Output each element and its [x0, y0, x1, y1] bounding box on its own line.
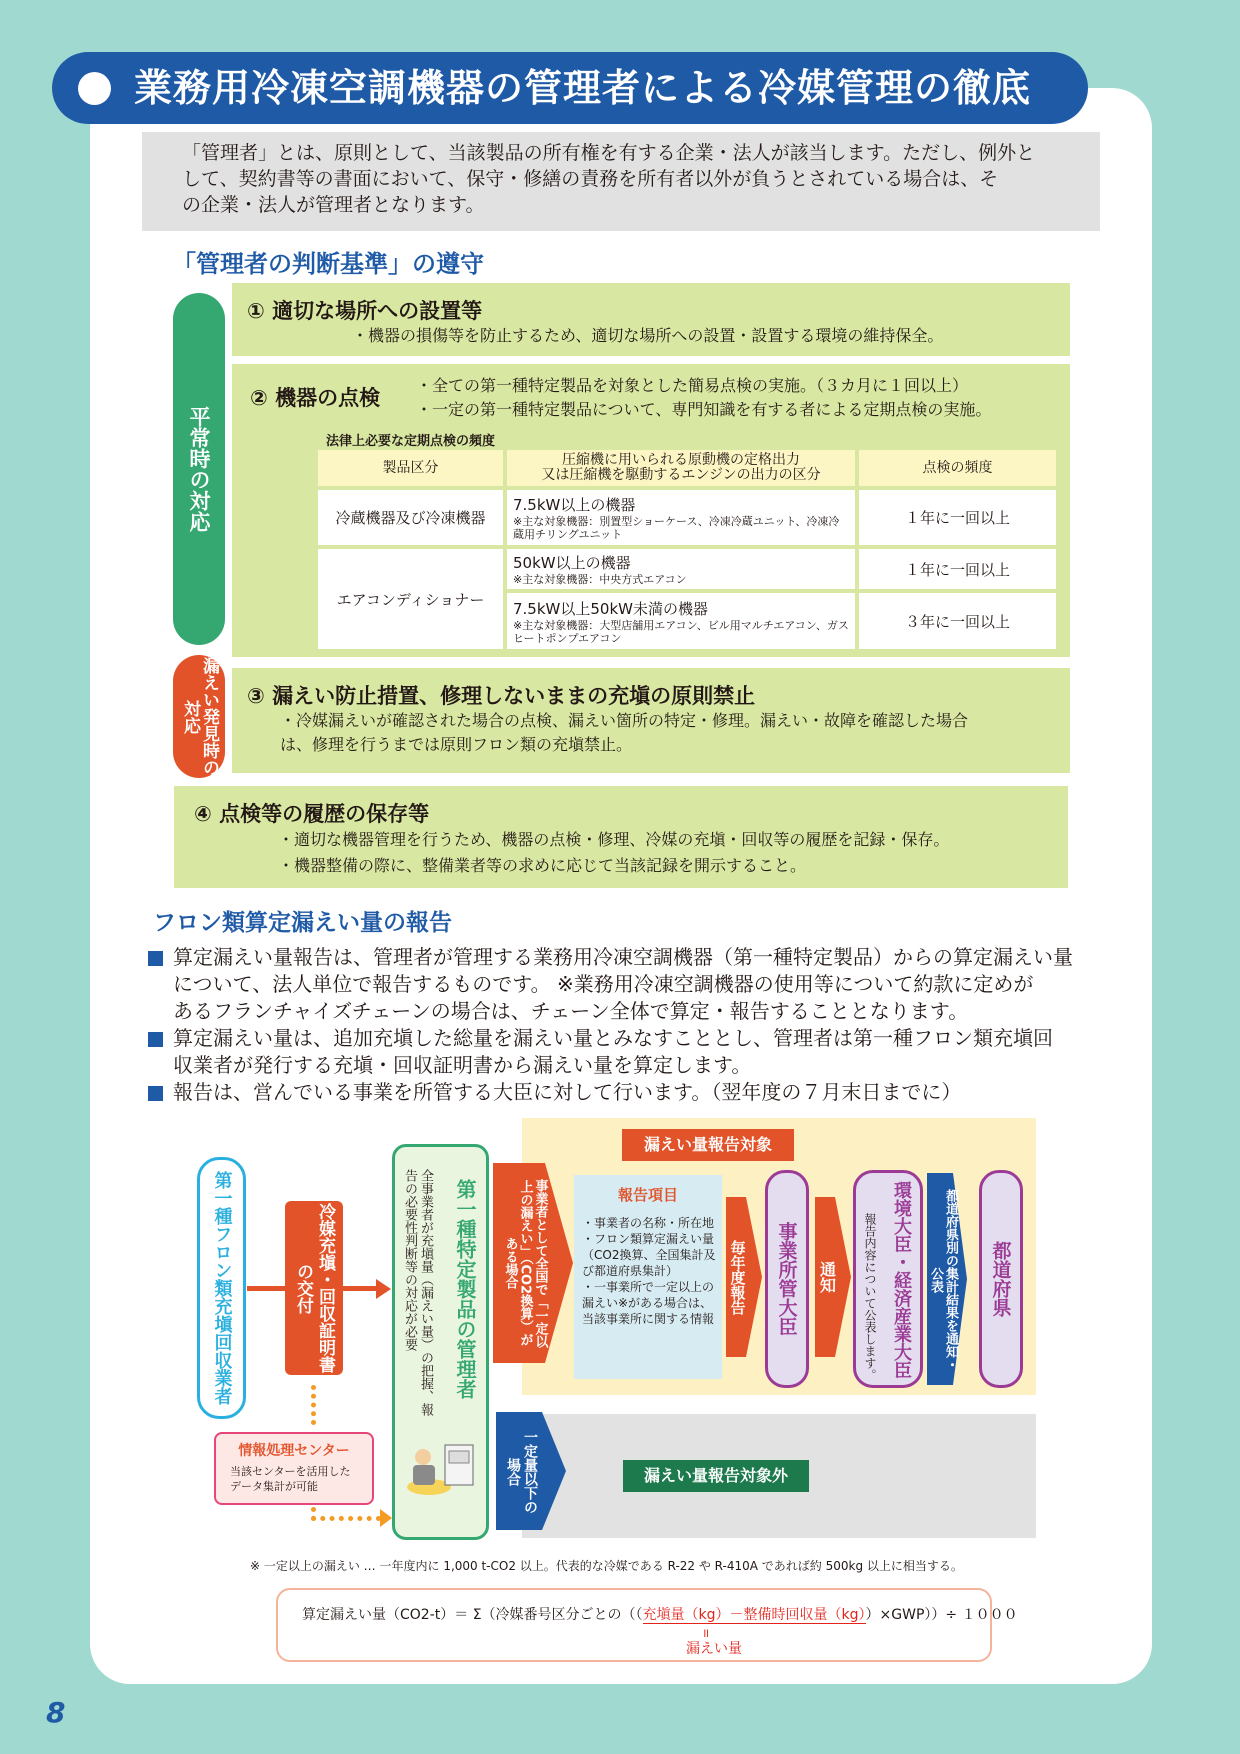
table-cell-category: 冷蔵機器及び冷凍機器 [318, 490, 503, 545]
target-label: 漏えい量報告対象 [622, 1129, 794, 1161]
footnote: ※ 一定以上の漏えい … 一年度内に 1,000 t-CO2 以上。代表的な冷媒である R-22 や R-410A であれば約 500kg 以上に相当する。 [250, 1559, 963, 1573]
report-bullets [148, 944, 1108, 1106]
section-heading-report: フロン類算定漏えい量の報告 [153, 910, 452, 936]
intro-line: 「管理者」とは、原則として、当該製品の所有権を有する企業・法人が該当します。ただし、例外と [182, 142, 1036, 164]
bullet-line: について、法人単位で報告するものです。 ※業務用冷凍空調機器の使用等について約款に定めが [173, 972, 1034, 996]
output-note: ※主な対象機器：大型店舗用エアコン、ビル用マルチエアコン、ガスヒートポンプエアコン [513, 618, 849, 645]
minister-box: 事業所管大臣 [765, 1170, 809, 1388]
manager-box [392, 1144, 489, 1540]
env-minister-title: 環境大臣・経済産業大臣 [891, 1181, 912, 1379]
inspection-frequency-table [314, 446, 1060, 653]
formula-suffix: ）×GWP））÷ １０００ [865, 1607, 1018, 1623]
annual-report-label: 毎年度報告 [728, 1239, 747, 1315]
square-bullet-icon [148, 951, 163, 966]
formula-box [276, 1588, 1018, 1662]
info-center-box [214, 1432, 374, 1505]
item4-box [174, 786, 1068, 888]
intro-line: の企業・法人が管理者となります。 [182, 194, 485, 216]
bullet-item [148, 944, 1108, 971]
section-heading-criteria: 「管理者の判断基準」の遵守 [172, 250, 484, 278]
bullet-line: 収業者が発行する充塡・回収証明書から漏えい量を算定します。 [173, 1053, 752, 1077]
table-caption: 法律上必要な定期点検の頻度 [326, 434, 496, 449]
arrow-line [247, 1286, 285, 1291]
dotted-arrow [311, 1385, 316, 1425]
table-cell-category: エアコンディショナー [318, 549, 503, 649]
item3-title: ③ 漏えい防止措置、修理しないままの充塡の原則禁止 [247, 684, 756, 708]
formula-highlight: 充塡量（kg）－整備時回収量（kg） [642, 1607, 866, 1623]
item2-title: ② 機器の点検 [250, 386, 381, 410]
equals-mark: ॥ [702, 1626, 710, 1640]
bullet-line: 算定漏えい量報告は、管理者が管理する業務用冷凍空調機器（第一種特定製品）からの算定漏えい量 [173, 945, 1073, 969]
table-row [318, 490, 1056, 545]
manager-note: 全事業者が充塡量（漏えい量）の把握、報告の必要性判断等の対応が必要 [402, 1169, 433, 1416]
side-label-leak: 漏えい発見時の対応 [173, 655, 225, 778]
intro-box [142, 132, 1100, 231]
side-label-normal: 平常時の対応 [173, 293, 225, 645]
info-center-title: 情報処理センター [238, 1443, 350, 1459]
output-note: ※主な対象機器：中央方式エアコン [513, 573, 687, 586]
square-bullet-icon [148, 1086, 163, 1101]
env-minister-box [853, 1170, 923, 1388]
arrow-line [343, 1286, 377, 1291]
below-condition: 一定量以下の場合 [505, 1430, 538, 1514]
item2-text: ・一定の第一種特定製品について、専門知識を有する者による定期点検の実施。 [416, 400, 992, 419]
page-number: 8 [46, 1696, 66, 1729]
prefecture-box: 都道府県 [979, 1170, 1023, 1388]
report-item: ・事業者の名称・所在地 [582, 1216, 715, 1230]
item4-text: ・機器整備の際に、整備業者等の求めに応じて当該記録を開示すること。 [278, 856, 807, 875]
table-cell-output [507, 490, 855, 545]
intro-line: して、契約書等の書面において、保守・修繕の責務を所有者以外が負うとされている場合は、そ [182, 168, 999, 190]
bullet-line: 報告は、営んでいる事業を所管する大臣に対して行います。（翌年度の７月末日までに） [173, 1080, 962, 1104]
page-title-bar [52, 52, 1088, 124]
dotted-arrow [311, 1516, 381, 1521]
table-header-line: 圧縮機に用いられる原動機の定格出力 [562, 452, 800, 468]
item1-box [232, 283, 1070, 356]
report-items-title: 報告項目 [617, 1186, 678, 1204]
prefecture-notify-label: 都道府県別の集計結果を通知・公表 [928, 1189, 958, 1371]
report-items-box [574, 1175, 722, 1379]
certificate-box: 冷媒充塡・回収証明書の交付 [285, 1201, 343, 1375]
arrow-right-icon [376, 1279, 391, 1299]
item2-box [232, 364, 1070, 657]
output-note: ※主な対象機器：別置型ショーケース、冷凍冷蔵ユニット、冷凍冷蔵用チリングユニット [513, 515, 840, 541]
formula-prefix: 算定漏えい量（CO2-t）＝ Σ（冷媒番号区分ごとの（（ [302, 1607, 643, 1623]
output-text: 50kW以上の機器 [513, 554, 631, 572]
table-header: 点検の頻度 [859, 450, 1056, 486]
bullet-circle-icon [78, 72, 111, 105]
manager-title: 第一種特定製品の管理者 [453, 1179, 477, 1399]
page-title: 業務用冷凍空調機器の管理者による冷媒管理の徹底 [134, 66, 1032, 110]
item1-title: ① 適切な場所への設置等 [247, 299, 483, 323]
table-row [318, 549, 1056, 589]
table-cell-freq: １年に一回以上 [859, 490, 1056, 545]
bullet-item [148, 1025, 1108, 1052]
manager-illustration [405, 1437, 477, 1497]
output-text: 7.5kW以上50kW未満の機器 [513, 599, 708, 618]
bullet-line: あるフランチャイズチェーンの場合は、チェーン全体で算定・報告することとなります。 [173, 999, 969, 1023]
non-target-label: 漏えい量報告対象外 [623, 1460, 809, 1492]
report-item: ・フロン類算定漏えい量（CO2換算、全国集計及び都道府県集計） [582, 1232, 716, 1278]
item1-text: ・機器の損傷等を防止するため、適切な場所への設置・設置する環境の維持保全。 [352, 326, 944, 345]
arrow-right-icon [380, 1509, 392, 1527]
bullet-line: 算定漏えい量は、追加充塡した総量を漏えい量とみなすこととし、管理者は第一種フロン類充塡回 [173, 1026, 1053, 1050]
info-center-text: 当該センターを活用したデータ集計が可能 [230, 1465, 351, 1493]
table-cell-freq: １年に一回以上 [859, 549, 1056, 589]
table-header: 製品区分 [318, 450, 503, 486]
report-item: ・一事業所で一定以上の漏えい※がある場合は、当該事業所に関する情報 [582, 1280, 715, 1326]
publish-note: 報告内容について公表します。 [863, 1213, 877, 1381]
report-items-text [574, 1205, 722, 1327]
item2-text: ・全ての第一種特定製品を対象とした簡易点検の実施。（３カ月に１回以上） [416, 376, 969, 395]
table-cell-output [507, 593, 855, 649]
notify-label: 通知 [817, 1261, 837, 1293]
item4-title: ④ 点検等の履歴の保存等 [194, 802, 430, 826]
target-condition: 事業者として全国で「一定以上の漏えい」（CO2換算）がある場合 [502, 1178, 548, 1348]
square-bullet-icon [148, 1032, 163, 1047]
leak-amount-label: 漏えい量 [686, 1641, 742, 1657]
item3-box [232, 668, 1070, 773]
output-text: 7.5kW以上の機器 [513, 496, 636, 514]
table-header-line: 又は圧縮機を駆動するエンジンの出力の区分 [541, 467, 821, 483]
item3-text: は、修理を行うまでは原則フロン類の充塡禁止。 [280, 735, 633, 754]
item4-text: ・適切な機器管理を行うため、機器の点検・修理、冷媒の充塡・回収等の履歴を記録・保存。 [278, 830, 950, 849]
table-header [507, 450, 855, 486]
bullet-item [148, 1079, 1108, 1106]
table-cell-output [507, 549, 855, 589]
recoverer-box: 第一種フロン類充塡回収業者 [197, 1157, 246, 1419]
table-cell-freq: ３年に一回以上 [859, 593, 1056, 649]
formula-text [302, 1604, 1018, 1624]
item3-text: ・冷媒漏えいが確認された場合の点検、漏えい箇所の特定・修理。漏えい・故障を確認した場合 [280, 711, 969, 730]
